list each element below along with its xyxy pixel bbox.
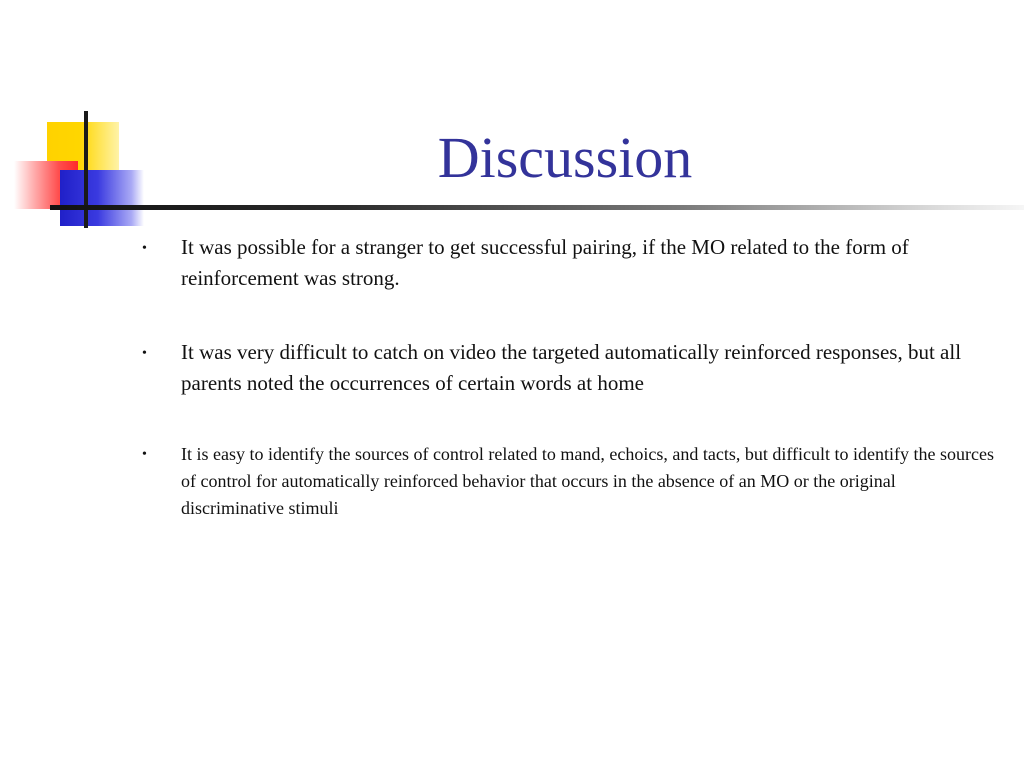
bullet-text: It was very difficult to catch on video the targeted automatically reinforced responses, but all parents noted the occurrences of certain words at home [181, 340, 962, 395]
title-divider-rule [50, 205, 1024, 210]
decorative-logo [0, 0, 160, 240]
vertical-line-shape [84, 111, 88, 228]
bullet-text: It is easy to identify the sources of control related to mand, echoics, and tacts, but difficult to identify the sources of control for automatically reinforced behavior that occurs in the absence of an MO or the original discriminative stimuli [181, 444, 994, 518]
bullet-text: It was possible for a stranger to get successful pairing, if the MO related to the form of reinforcement was strong. [181, 235, 909, 290]
bullet-item [140, 232, 1000, 294]
bullet-marker: • [142, 241, 147, 256]
bullet-list [140, 232, 1000, 522]
bullet-item [140, 441, 1000, 522]
slide-title: Discussion [437, 125, 693, 190]
bullet-marker: • [142, 447, 147, 462]
bullet-marker: • [142, 346, 147, 361]
blue-square-shape [60, 170, 144, 226]
bullet-item [140, 337, 1000, 399]
